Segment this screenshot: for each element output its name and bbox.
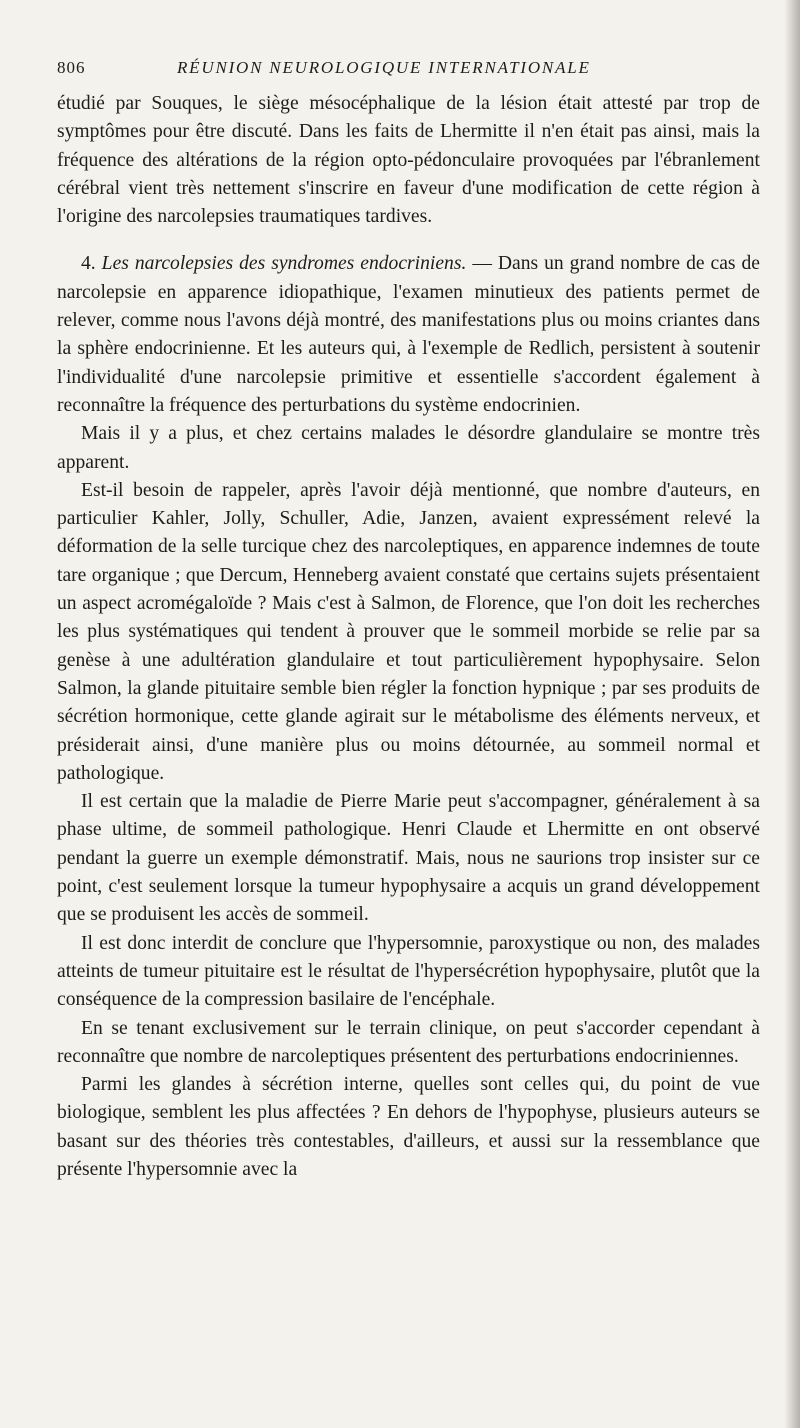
paragraph-6: Il est donc interdit de conclure que l'hypersomnie, paroxystique ou non, des malades atteints de tumeur pituitaire est le résultat de l'hypersécrétion hypophysaire, plutôt que la conséquence de la compression basilaire de l'encéphale. xyxy=(57,932,760,1011)
paragraph-8: Parmi les glandes à sécrétion interne, quelles sont celles qui, du point de vue biologique, semblent les plus affectées ? En dehors de l'hypophyse, plusieurs auteurs se basant sur des théories très contestables, d'ailleurs, et aussi sur la ressemblance que présente l'hypersomnie avec la xyxy=(57,1074,760,1180)
running-title: RÉUNION NEUROLOGIQUE INTERNATIONALE xyxy=(177,58,591,77)
section-number: 4. xyxy=(81,253,96,275)
body-text xyxy=(57,90,760,1184)
running-header xyxy=(57,58,760,88)
page-edge-shadow xyxy=(784,0,800,1428)
paragraph-2-text: — Dans un grand nombre de cas de narcolepsie en apparence idiopathique, l'examen minutieux des patients permet de relever, comme nous l'avons déjà montré, des manifestations plus ou moins criantes dans la sphère endocrinienne. Et les auteurs qui, à l'exemple de Redlich, persistent à soutenir l'individualité d'une narcolepsie primitive et essentielle s'accordent également à reconnaître la fréquence des perturbations du système endocrinien. xyxy=(57,253,761,416)
paragraph-3: Mais il y a plus, et chez certains malades le désordre glandulaire se montre très apparent. xyxy=(57,423,760,473)
paragraph-4: Est-il besoin de rappeler, après l'avoir déjà mentionné, que nombre d'auteurs, en particulier Kahler, Jolly, Schuller, Adie, Janzen, avaient expressément relevé la déformation de la selle turcique chez des narcoleptiques, en apparence indemnes de toute tare organique ; que Dercum, Henneberg avaient constaté que certains sujets présentaient un aspect acromégaloïde ? Mais c'est à Salmon, de Florence, que l'on doit les recherches les plus systématiques qui tendent à prouver que le sommeil morbide se relie par sa genèse à une adultération glandulaire et tout particulièrement hypophysaire. Selon Salmon, la glande pituitaire semble bien régler la fonction hypnique ; par ses produits de sécrétion hormonique, cette glande agirait sur le métabolisme des éléments nerveux, et présiderait ainsi, d'une manière plus ou moins détournée, au sommeil normal et pathologique. xyxy=(57,479,760,784)
paragraph-5: Il est certain que la maladie de Pierre Marie peut s'accompagner, généralement à sa phase ultime, de sommeil pathologique. Henri Claude et Lhermitte en ont observé pendant la guerre un exemple démonstratif. Mais, nous ne saurions trop insister sur ce point, c'est seulement lorsque la tumeur hypophysaire a acquis un grand développement que se produisent les accès de sommeil. xyxy=(57,791,760,926)
page-number: 806 xyxy=(57,58,86,77)
paragraph-1: étudié par Souques, le siège mésocéphalique de la lésion était attesté par trop de symptômes pour être discuté. Dans les faits de Lhermitte il n'en était pas ainsi, mais la fréquence des altérations de la région opto-pédonculaire provoquées par l'ébranlement cérébral vient très nettement s'inscrire en faveur d'une modification de cette région à l'origine des narcolepsies traumatiques tardives. xyxy=(57,93,760,228)
paragraph-section-4 xyxy=(57,250,760,420)
paragraph-7: En se tenant exclusivement sur le terrain clinique, on peut s'accorder cependant à reconnaître que nombre de narcoleptiques présentent des perturbations endocriniennes. xyxy=(57,1017,760,1067)
section-title: Les narcolepsies des syndromes endocriniens. xyxy=(101,253,467,275)
